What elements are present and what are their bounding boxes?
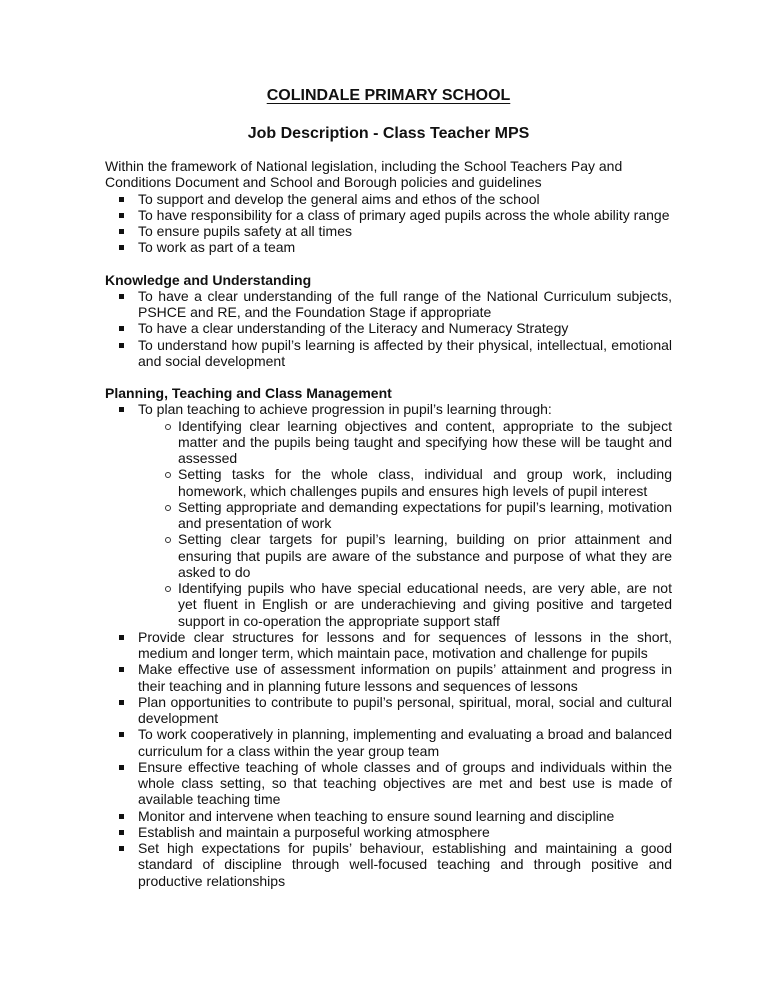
sub-list-item: Identifying clear learning objectives and content, appropriate to the subject matter and the pupils being taught and specifying how these will be taught and assessed [178, 418, 672, 467]
list-item: To plan teaching to achieve progression in pupil’s learning through: Identifying clear learning objectives and content, appropriate to the subject matter and the pupils being taught and specifying how these will be taught and assessed Setting tasks for the whole class, individual and group work, including homework, which challenges pupils and ensures high levels of pupil interest Setting appropriate and demanding expectations for pupil’s learning, motivation and presentation of work Setting clear targets for pupil’s learning, building on prior attainment and ensuring that pupils are aware of the substance and purpose of what they are asked to do Identifying pupils who have special educational needs, are very able, are not yet fluent in English or are underachieving and giving positive and targeted support in co-operation the appropriate support staff [138, 401, 672, 629]
hollow-circle-bullet-icon [165, 505, 171, 511]
section-heading: Planning, Teaching and Class Management [105, 385, 392, 401]
list-item: To have responsibility for a class of primary aged pupils across the whole ability range [138, 207, 672, 223]
list-item: Set high expectations for pupils’ behaviour, establishing and maintaining a good standard of discipline through well-focused teaching and through positive and productive relationships [138, 840, 672, 889]
hollow-circle-bullet-icon [165, 537, 171, 543]
square-bullet-icon [119, 326, 124, 331]
square-bullet-icon [119, 294, 124, 299]
square-bullet-icon [119, 667, 124, 672]
square-bullet-icon [119, 407, 124, 412]
square-bullet-icon [119, 213, 124, 218]
sub-list-item: Setting clear targets for pupil’s learning, building on prior attainment and ensuring that pupils are aware of the substance and purpose of what they are asked to do [178, 531, 672, 580]
knowledge-bullet-list [105, 288, 672, 369]
square-bullet-icon [119, 700, 124, 705]
sub-list-item: Setting appropriate and demanding expectations for pupil’s learning, motivation and presentation of work [178, 499, 672, 532]
list-item: Establish and maintain a purposeful working atmosphere [138, 824, 672, 840]
document-body [105, 158, 672, 889]
square-bullet-icon [119, 732, 124, 737]
square-bullet-icon [119, 846, 124, 851]
square-bullet-icon [119, 245, 124, 250]
list-item: To have a clear understanding of the full range of the National Curriculum subjects, PSHCE and RE, and the Foundation Stage if appropriate [138, 288, 672, 321]
list-item: To ensure pupils safety at all times [138, 223, 672, 239]
hollow-circle-bullet-icon [165, 424, 171, 430]
intro-bullet-list [105, 191, 672, 256]
square-bullet-icon [119, 343, 124, 348]
section-knowledge-understanding [105, 272, 672, 370]
section-heading: Knowledge and Understanding [105, 271, 312, 288]
school-name-title: COLINDALE PRIMARY SCHOOL [266, 87, 511, 104]
square-bullet-icon [119, 765, 124, 770]
square-bullet-icon [119, 635, 124, 640]
hollow-circle-bullet-icon [165, 472, 171, 478]
hollow-circle-bullet-icon [165, 586, 171, 592]
sub-list-item: Setting tasks for the whole class, individual and group work, including homework, which challenges pupils and ensures high levels of pupil interest [178, 466, 672, 499]
square-bullet-icon [119, 814, 124, 819]
list-item: To support and develop the general aims and ethos of the school [138, 191, 672, 207]
list-item: Provide clear structures for lessons and for sequences of lessons in the short, medium and longer term, which maintain pace, motivation and challenge for pupils [138, 629, 672, 662]
list-item: To understand how pupil’s learning is affected by their physical, intellectual, emotional and social development [138, 337, 672, 370]
job-title-heading: Job Description - Class Teacher MPS [247, 125, 530, 142]
list-item: Plan opportunities to contribute to pupil’s personal, spiritual, moral, social and cultural development [138, 694, 672, 727]
square-bullet-icon [119, 197, 124, 202]
list-item: To work as part of a team [138, 239, 672, 255]
section-planning-teaching [105, 385, 672, 889]
list-item: Monitor and intervene when teaching to ensure sound learning and discipline [138, 808, 672, 824]
list-item: To have a clear understanding of the Literacy and Numeracy Strategy [138, 320, 672, 336]
square-bullet-icon [119, 229, 124, 234]
square-bullet-icon [119, 830, 124, 835]
planning-bullet-list [105, 401, 672, 889]
list-item: To work cooperatively in planning, implementing and evaluating a broad and balanced curriculum for a class within the year group team [138, 726, 672, 759]
list-item: Ensure effective teaching of whole classes and of groups and individuals within the whole class setting, so that teaching objectives are met and best use is made of available teaching time [138, 759, 672, 808]
planning-sub-bullet-list [138, 418, 672, 629]
sub-list-item: Identifying pupils who have special educational needs, are very able, are not yet fluent in English or are underachieving and giving positive and targeted support in co-operation the appropriate support staff [178, 580, 672, 629]
intro-paragraph: Within the framework of National legislation, including the School Teachers Pay and Conditions Document and School and Borough policies and guidelines [105, 158, 623, 191]
list-item: Make effective use of assessment information on pupils’ attainment and progress in their teaching and in planning future lessons and sequences of lessons [138, 661, 672, 694]
